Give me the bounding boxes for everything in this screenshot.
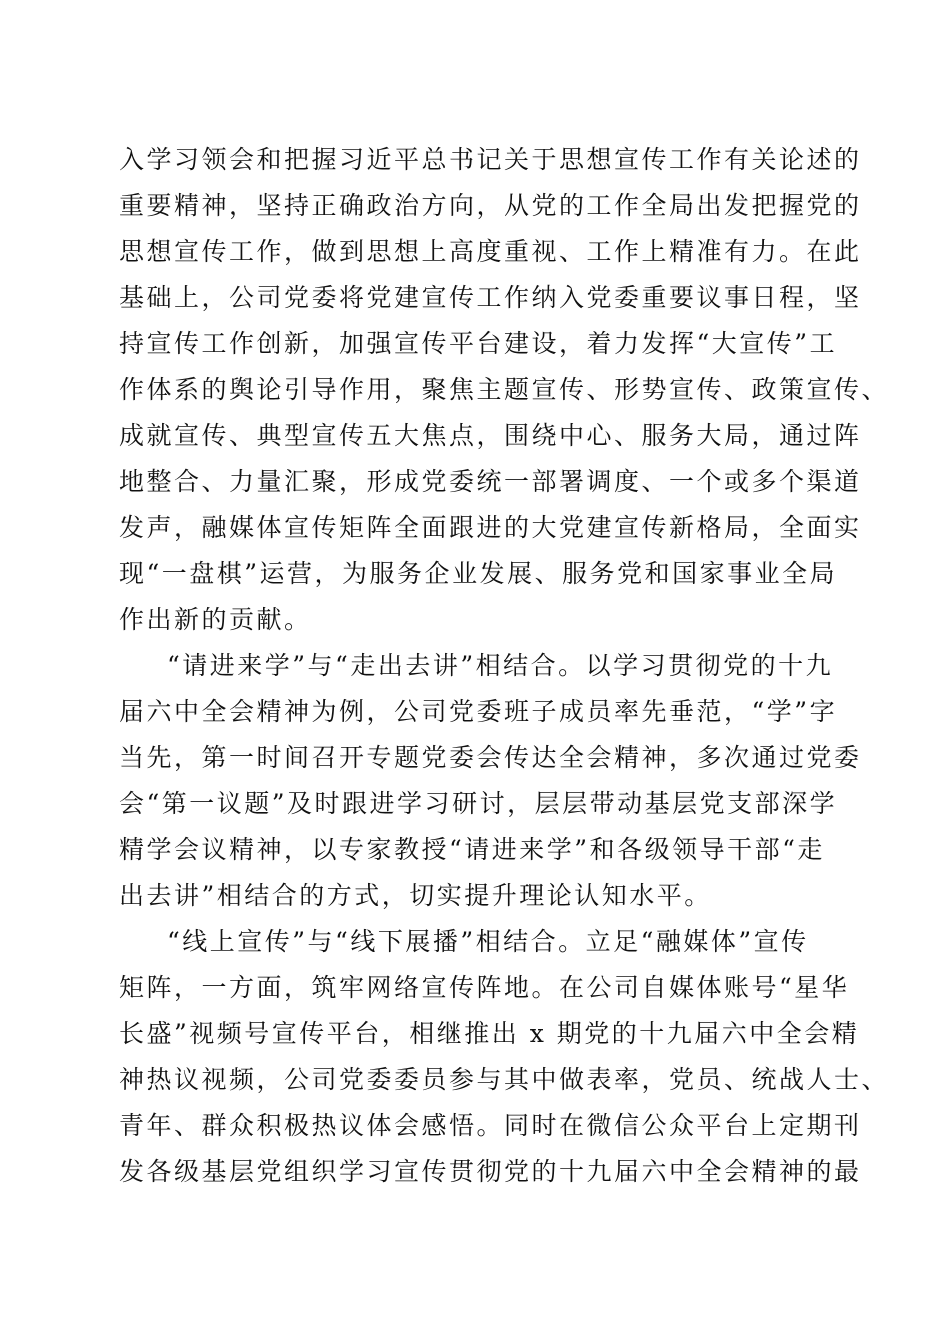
text-line: 地整合、力量汇聚，形成党委统一部署调度、一个或多个渠道 — [119, 467, 862, 496]
text-line: 青年、群众积极热议体会感悟。同时在微信公众平台上定期刊 — [119, 1111, 862, 1140]
text-line: 届六中全会精神为例，公司党委班子成员率先垂范，“学”字 — [119, 697, 838, 726]
text-line: 发声，融媒体宣传矩阵全面跟进的大党建宣传新格局，全面实 — [119, 513, 862, 542]
text-line: 作体系的舆论引导作用，聚焦主题宣传、形势宣传、政策宣传、 — [119, 375, 890, 404]
text-line: 当先，第一时间召开专题党委会传达全会精神，多次通过党委 — [119, 743, 862, 772]
text-line: 发各级基层党组织学习宣传贯彻党的十九届六中全会精神的最 — [119, 1157, 862, 1186]
text-line: 成就宣传、典型宣传五大焦点，围绕中心、服务大局，通过阵 — [119, 421, 862, 450]
text-line: 作出新的贡献。 — [119, 605, 312, 634]
text-line: 出去讲”相结合的方式，切实提升理论认知水平。 — [119, 881, 712, 910]
text-line: 入学习领会和把握习近平总书记关于思想宣传工作有关论述的 — [119, 145, 862, 174]
text-line: 会“第一议题”及时跟进学习研讨，层层带动基层党支部深学 — [119, 789, 838, 818]
text-line: 思想宣传工作，做到思想上高度重视、工作上精准有力。在此 — [119, 237, 862, 266]
text-line: 现“一盘棋”运营，为服务企业发展、服务党和国家事业全局 — [119, 559, 838, 588]
paragraph-first-line: “请进来学”与“走出去讲”相结合。以学习贯彻党的十九 — [167, 651, 834, 680]
text-line: 基础上，公司党委将党建宣传工作纳入党委重要议事日程，坚 — [119, 283, 862, 312]
text-line: 长盛”视频号宣传平台，相继推出 x 期党的十九届六中全会精 — [119, 1019, 860, 1048]
text-line: 精学会议精神，以专家教授“请进来学”和各级领导干部“走 — [119, 835, 825, 864]
text-line: 矩阵，一方面，筑牢网络宣传阵地。在公司自媒体账号“星华 — [119, 973, 850, 1002]
text-line: 神热议视频，公司党委委员参与其中做表率，党员、统战人士、 — [119, 1065, 890, 1094]
paragraph-first-line: “线上宣传”与“线下展播”相结合。立足“融媒体”宣传 — [167, 927, 809, 956]
text-line: 重要精神，坚持正确政治方向，从党的工作全局出发把握党的 — [119, 191, 862, 220]
text-line: 持宣传工作创新，加强宣传平台建设，着力发挥“大宣传”工 — [119, 329, 838, 358]
